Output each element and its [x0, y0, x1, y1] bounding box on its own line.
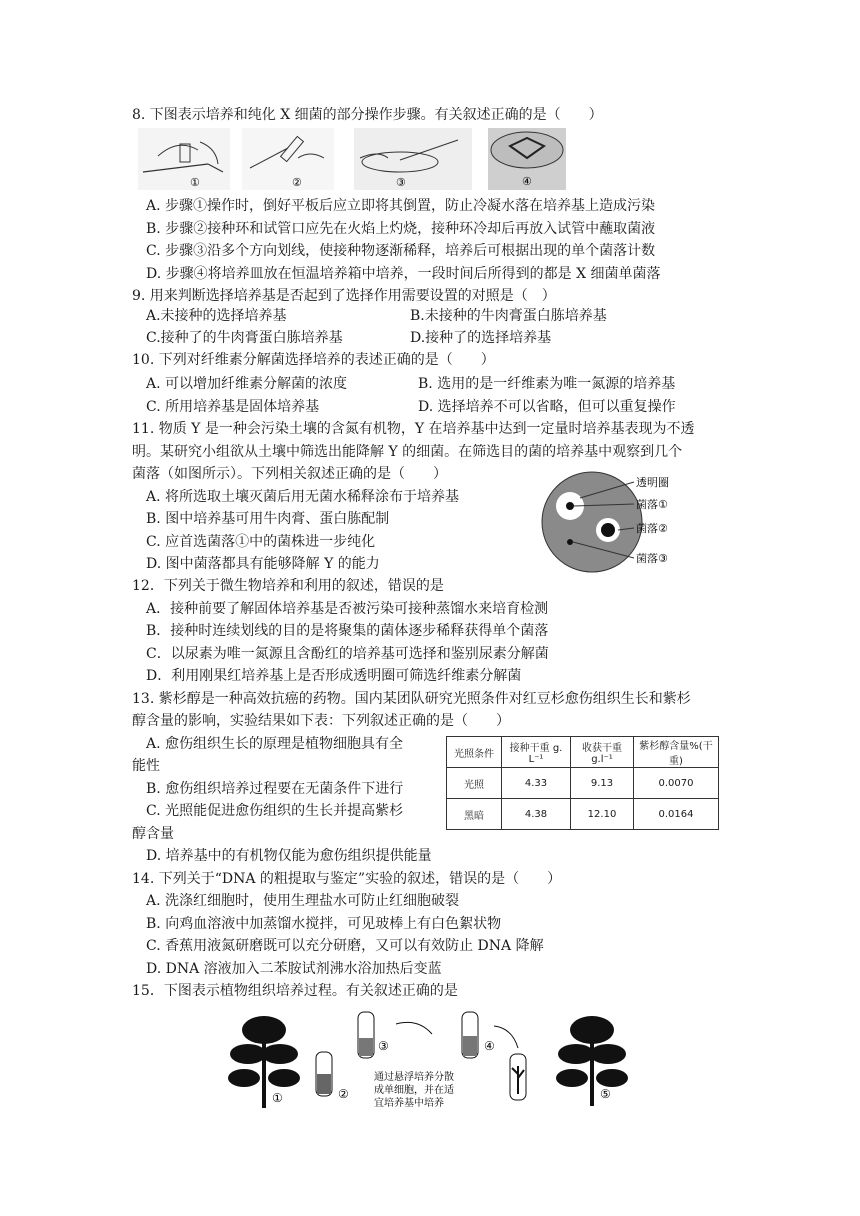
inoculation-loop-icon — [242, 128, 334, 190]
q9-option-d: D.接种了的选择培养基 — [410, 330, 552, 346]
table-row — [447, 768, 719, 799]
q11-stem-line2: 明。某研究小组欲从土壤中筛选出能降解 Y 的细菌。在筛选目的菌的培养基中观察到几个 — [132, 444, 683, 460]
test-tube-4-icon — [462, 1012, 478, 1058]
q15-caption-line2: 成单细胞，并在适 — [374, 1085, 454, 1096]
q11-colony-figure — [540, 470, 710, 574]
q8-stem: 8. 下图表示培养和纯化 X 细菌的部分操作步骤。有关叙述正确的是（ ） — [132, 107, 603, 123]
q13-option-c-line2: 醇含量 — [132, 826, 174, 842]
q8-option-c: C. 步骤③沿多个方向划线，使接种物逐渐稀释，培养后可根据出现的单个菌落计数 — [146, 243, 656, 259]
q10-option-a: A. 可以增加纤维素分解菌的浓度 — [146, 376, 348, 392]
test-tube-2-icon — [316, 1052, 332, 1096]
q13-stem-line2: 醇含量的影响，实验结果如下表：下列叙述正确的是（ ） — [132, 713, 510, 729]
q13-option-a-line2: 能性 — [132, 758, 160, 774]
q13-option-c-line1: C. 光照能促进愈伤组织的生长并提高紫杉 — [146, 803, 404, 819]
table-cell: 4.33 — [502, 768, 571, 799]
q9-option-b: B.未接种的牛肉膏蛋白胨培养基 — [410, 308, 607, 324]
q11-label-colony-2: 菌落② — [636, 522, 668, 535]
q11-label-colony-1: 菌落① — [636, 498, 668, 511]
q12-option-d: D．利用刚果红培养基上是否形成透明圈可筛选纤维素分解菌 — [146, 668, 522, 684]
test-tube-3-icon — [358, 1012, 374, 1058]
table-header-cell: 接种干重 g. L⁻¹ — [502, 737, 571, 768]
mother-plant-icon — [228, 1016, 300, 1108]
q8-fig-label-3: ③ — [396, 176, 406, 189]
q8-figure — [138, 128, 568, 192]
arrow-icon — [494, 1026, 518, 1048]
streak-plate-icon — [354, 128, 472, 190]
table-cell: 光照 — [447, 768, 502, 799]
q10-stem: 10. 下列对纤维素分解菌选择培养的表述正确的是（ ） — [132, 352, 495, 368]
q14-option-b: B. 向鸡血溶液中加蒸馏水搅拌，可见玻棒上有白色絮状物 — [146, 916, 502, 932]
pour-plate-icon — [138, 128, 230, 190]
table-cell: 9.13 — [571, 768, 634, 799]
q8-option-a: A. 步骤①操作时，倒好平板后应立即将其倒置，防止冷凝水落在培养基上造成污染 — [146, 198, 656, 214]
q13-option-a-line1: A. 愈伤组织生长的原理是植物细胞具有全 — [146, 736, 404, 752]
table-row — [447, 799, 719, 830]
q8-option-b: B. 步骤②接种环和试管口应先在火焰上灼烧，接种环冷却后再放入试管中蘸取菌液 — [146, 221, 656, 237]
q12-option-c: C．以尿素为唯一氮源且含酚红的培养基可选择和鉴别尿素分解菌 — [146, 646, 549, 662]
q9-option-c: C.接种了的牛肉膏蛋白胨培养基 — [146, 330, 343, 346]
q10-option-b: B. 选用的是一纤维素为唯一氮源的培养基 — [418, 376, 676, 392]
q10-option-c: C. 所用培养基是固体培养基 — [146, 399, 320, 415]
q15-stem: 15．下图表示植物组织培养过程。有关叙述正确的是 — [132, 983, 458, 999]
arrow-icon — [396, 1022, 432, 1034]
q15-label-3: ③ — [378, 1039, 389, 1053]
q11-stem-line1: 11. 物质 Y 是一种会污染土壤的含氮有机物，Y 在培养基中达到一定量时培养基表现为不透 — [132, 421, 695, 437]
q13-results-table — [446, 736, 719, 830]
colony-3-icon — [567, 539, 573, 545]
q15-caption-line1: 通过悬浮培养分散 — [374, 1072, 454, 1083]
q11-label-clear-zone: 透明圈 — [636, 476, 669, 489]
q13-option-b: B. 愈伤组织培养过程要在无菌条件下进行 — [146, 781, 404, 797]
q15-caption-line3: 宜培养基中培养 — [374, 1098, 444, 1109]
q9-stem: 9. 用来判断选择培养基是否起到了选择作用需要设置的对照是（ ） — [132, 288, 556, 304]
q8-fig-label-2: ② — [292, 176, 302, 189]
table-header-cell: 紫杉醇含量%(干重) — [634, 737, 719, 768]
q13-stem-line1: 13. 紫杉醇是一种高效抗癌的药物。国内某团队研究光照条件对红豆杉愈伤组织生长和紫杉 — [132, 691, 691, 707]
culture-plate-icon — [542, 472, 642, 572]
q11-stem-line3: 菌落（如图所示）。下列相关叙述正确的是（ ） — [132, 466, 447, 482]
q12-option-b: B．接种时连续划线的目的是将聚集的菌体逐步稀释获得单个菌落 — [146, 623, 549, 639]
table-header-cell: 光照条件 — [447, 737, 502, 768]
q8-option-d: D. 步骤④将培养皿放在恒温培养箱中培养，一段时间后所得到的都是 X 细菌单菌落 — [146, 266, 661, 282]
q15-label-5: ⑤ — [600, 1087, 611, 1101]
q11-option-a: A. 将所选取土壤灭菌后用无菌水稀释涂布于培养基 — [146, 489, 460, 505]
q14-option-c: C. 香蕉用液氮研磨既可以充分研磨，又可以有效防止 DNA 降解 — [146, 938, 544, 954]
regenerated-plant-icon — [556, 1016, 628, 1106]
q11-option-d: D. 图中菌落都具有能够降解 Y 的能力 — [146, 556, 380, 572]
q15-label-1: ① — [272, 1091, 283, 1105]
q8-fig-label-1: ① — [190, 176, 200, 189]
q11-label-colony-3: 菌落③ — [636, 552, 668, 565]
table-cell: 0.0164 — [634, 799, 719, 830]
q14-option-d: D. DNA 溶液加入二苯胺试剂沸水浴加热后变蓝 — [146, 961, 442, 977]
table-cell: 黑暗 — [447, 799, 502, 830]
q14-stem: 14. 下列关于“DNA 的粗提取与鉴定”实验的叙述，错误的是（ ） — [132, 871, 562, 887]
q11-option-b: B. 图中培养基可用牛肉膏、蛋白胨配制 — [146, 511, 390, 527]
q9-option-a: A.未接种的选择培养基 — [146, 308, 287, 324]
q12-option-a: A．接种前要了解固体培养基是否被污染可接种蒸馏水来培育检测 — [146, 601, 549, 617]
q15-label-4: ④ — [484, 1039, 495, 1053]
table-header-cell: 收获干重 g.l⁻¹ — [571, 737, 634, 768]
q8-fig-label-4: ④ — [522, 175, 532, 188]
table-cell: 0.0070 — [634, 768, 719, 799]
plantlet-tube-icon — [510, 1054, 526, 1100]
q11-option-c: C. 应首选菌落①中的菌株进一步纯化 — [146, 534, 376, 550]
q15-tissue-culture-figure — [228, 1008, 632, 1116]
table-cell: 12.10 — [571, 799, 634, 830]
q15-label-2: ② — [338, 1087, 349, 1101]
q13-option-d: D. 培养基中的有机物仅能为愈伤组织提供能量 — [146, 848, 432, 864]
table-header-row — [447, 737, 719, 768]
q14-option-a: A. 洗涤红细胞时，使用生理盐水可防止红细胞破裂 — [146, 893, 460, 909]
q12-stem: 12．下列关于微生物培养和利用的叙述，错误的是 — [132, 578, 444, 594]
q10-option-d: D. 选择培养不可以省略，但可以重复操作 — [418, 399, 676, 415]
table-cell: 4.38 — [502, 799, 571, 830]
